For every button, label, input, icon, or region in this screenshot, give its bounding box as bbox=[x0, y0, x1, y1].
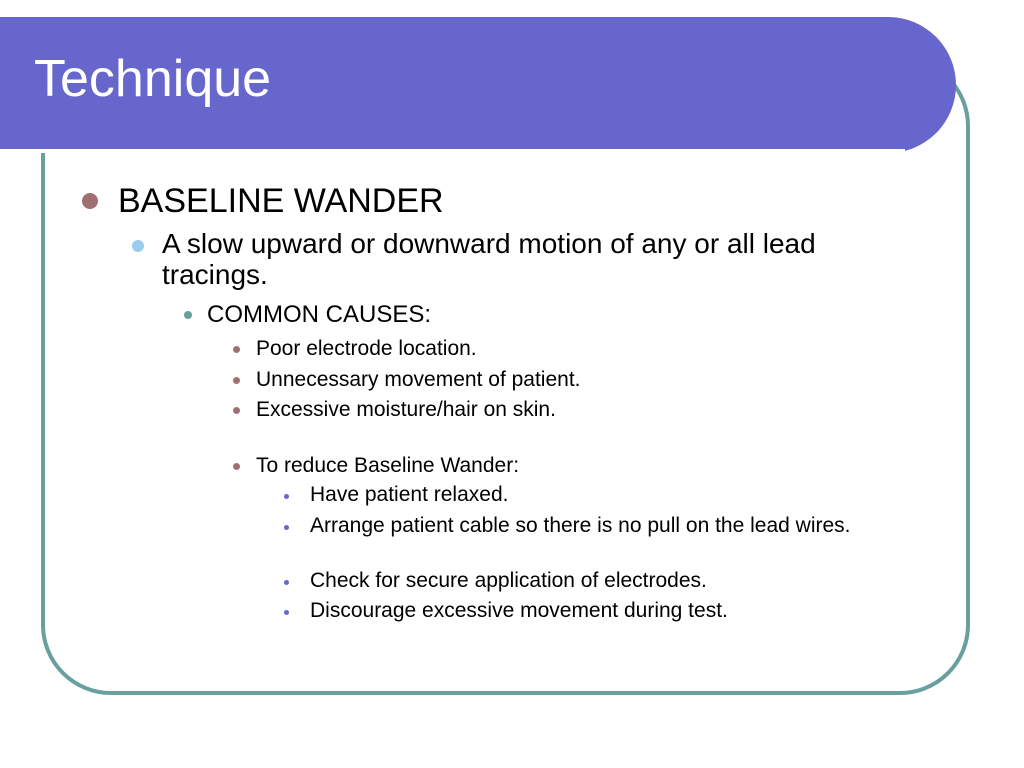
cause-item bbox=[233, 397, 556, 423]
cause-text: Poor electrode location. bbox=[256, 337, 477, 360]
reduce-text: Arrange patient cable so there is no pull on the lead wires. bbox=[310, 514, 851, 537]
bullet-dot-icon bbox=[132, 240, 144, 252]
reduce-text: Check for secure application of electrodes. bbox=[310, 569, 707, 592]
bullet-baseline-wander bbox=[82, 180, 444, 222]
cause-item bbox=[233, 336, 477, 362]
bullet-text: COMMON CAUSES: bbox=[207, 301, 432, 328]
cause-text: Excessive moisture/hair on skin. bbox=[256, 398, 556, 421]
cause-text: Unnecessary movement of patient. bbox=[256, 368, 581, 391]
bullet-dot-icon bbox=[82, 193, 98, 209]
bullet-dot-icon bbox=[233, 407, 240, 414]
reduce-item bbox=[284, 569, 904, 593]
bullet-dot-icon bbox=[233, 346, 240, 353]
bullet-dot-icon bbox=[284, 610, 289, 615]
bullet-dot-icon bbox=[284, 525, 289, 530]
slide-title: Technique bbox=[34, 50, 272, 108]
reduce-item bbox=[284, 599, 904, 623]
bullet-dot-icon bbox=[284, 580, 289, 585]
reduce-text: Discourage excessive movement during test. bbox=[310, 599, 728, 622]
bullet-text: BASELINE WANDER bbox=[118, 182, 444, 220]
bullet-definition bbox=[132, 228, 902, 290]
title-underline bbox=[0, 149, 905, 153]
reduce-item bbox=[284, 514, 904, 538]
reduce-heading-item bbox=[233, 453, 519, 479]
bullet-dot-icon bbox=[284, 494, 289, 499]
bullet-dot-icon bbox=[184, 311, 192, 319]
bullet-text: A slow upward or downward motion of any or all lead tracings. bbox=[162, 228, 816, 290]
cause-item bbox=[233, 367, 581, 393]
reduce-text: Have patient relaxed. bbox=[310, 483, 509, 506]
reduce-item bbox=[284, 483, 904, 507]
bullet-common-causes bbox=[184, 300, 431, 330]
bullet-dot-icon bbox=[233, 463, 240, 470]
bullet-dot-icon bbox=[233, 377, 240, 384]
reduce-heading-text: To reduce Baseline Wander: bbox=[256, 454, 520, 477]
